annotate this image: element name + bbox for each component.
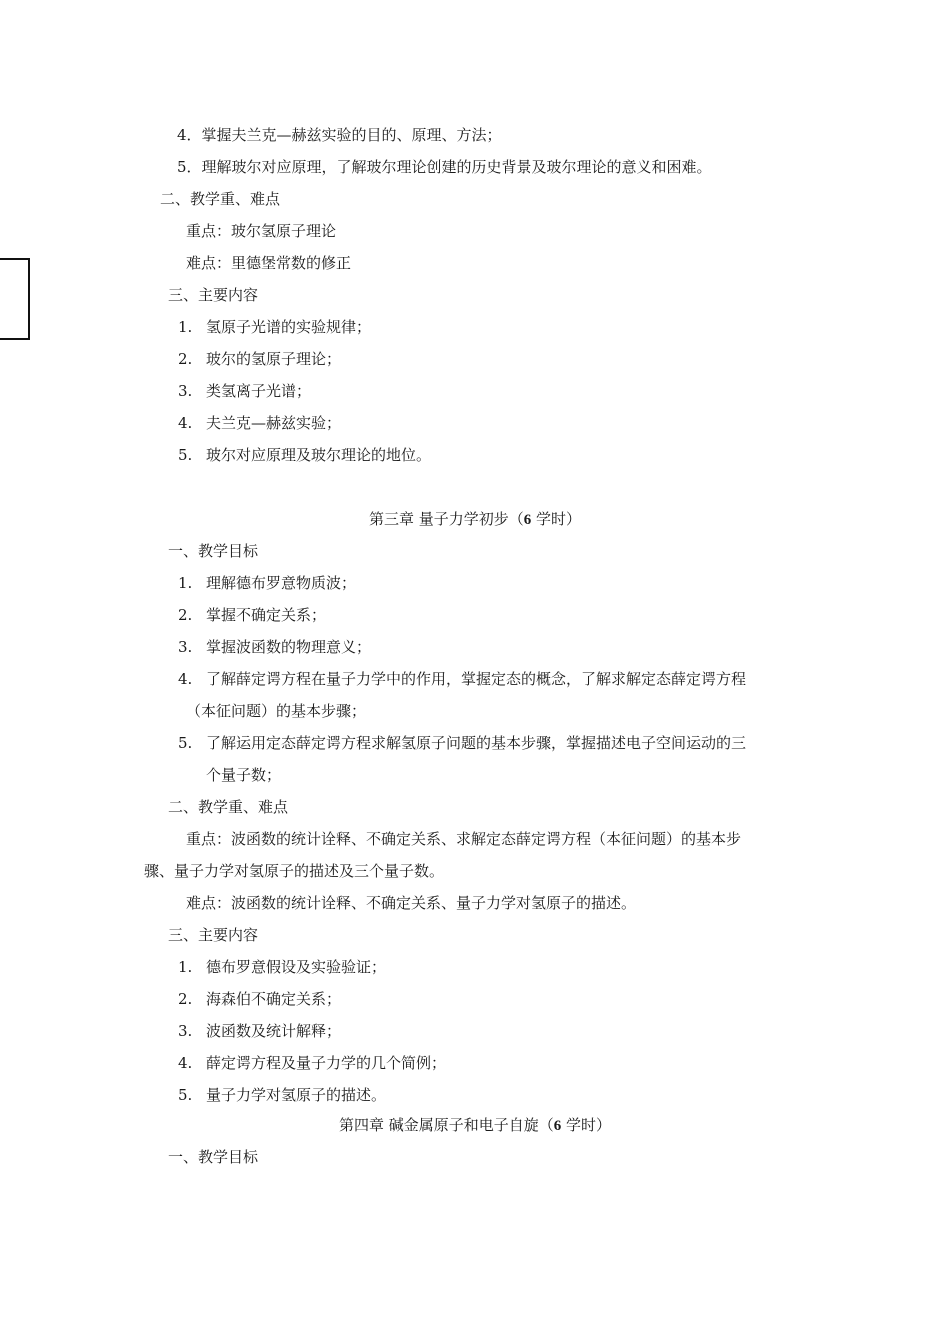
list-number: 1.: [178, 958, 193, 976]
ch2-difficulty: 难点：里德堡常数的修正: [186, 254, 352, 272]
ch2-goal-5: [177, 157, 712, 177]
list-item: 夫兰克—赫兹实验；: [206, 414, 342, 432]
ch2-goal-4: [177, 125, 502, 145]
ch3-key-point-line-2: 骤、量子力学对氢原子的描述及三个量子数。: [144, 862, 445, 880]
list-item: 玻尔对应原理及玻尔理论的地位。: [206, 446, 432, 464]
list-item: 理解德布罗意物质波；: [206, 574, 357, 592]
list-item: 德布罗意假设及实验验证；: [206, 958, 387, 976]
ch3-key-heading: 二、教学重、难点: [168, 798, 289, 816]
title-text: 第三章 量子力学初步（: [368, 510, 524, 528]
margin-box: [0, 258, 30, 340]
list-number: 5.: [178, 1086, 193, 1104]
list-item-continuation: （本征问题）的基本步骤；: [186, 702, 367, 720]
list-number: 4．: [177, 126, 202, 144]
ch2-key-heading: 二、教学重、难点: [160, 190, 281, 208]
ch2-key-point: 重点：玻尔氢原子理论: [186, 222, 337, 240]
ch3-key-point-line-1: 重点：波函数的统计诠释、不确定关系、求解定态薛定谔方程（本征问题）的基本步: [186, 830, 742, 848]
list-item: 掌握不确定关系；: [206, 606, 327, 624]
list-text: 理解玻尔对应原理，了解玻尔理论创建的历史背景及玻尔理论的意义和困难。: [201, 158, 712, 176]
list-item: 了解运用定态薛定谔方程求解氢原子问题的基本步骤，掌握描述电子空间运动的三: [206, 734, 747, 752]
list-item: 氢原子光谱的实验规律；: [206, 318, 372, 336]
ch2-content-heading: 三、主要内容: [168, 286, 259, 304]
list-item: 玻尔的氢原子理论；: [206, 350, 342, 368]
ch3-difficulty: 难点：波函数的统计诠释、不确定关系、量子力学对氢原子的描述。: [186, 894, 637, 912]
list-item: 类氢离子光谱；: [206, 382, 312, 400]
list-number: 4.: [178, 414, 193, 432]
list-item: 波函数及统计解释；: [206, 1022, 342, 1040]
list-number: 2.: [178, 990, 193, 1008]
ch4-goals-heading: 一、教学目标: [168, 1148, 259, 1166]
list-number: 4.: [178, 1054, 193, 1072]
title-text: 第四章 碱金属原子和电子自旋（: [338, 1116, 554, 1134]
ch3-goals-heading: 一、教学目标: [168, 542, 259, 560]
title-suffix: 学时）: [561, 1116, 612, 1134]
list-text: 掌握夫兰克—赫兹实验的目的、原理、方法；: [201, 126, 502, 144]
list-number: 5.: [178, 734, 193, 752]
title-hours: 6: [523, 512, 532, 528]
list-item: 海森伯不确定关系；: [206, 990, 342, 1008]
title-suffix: 学时）: [531, 510, 582, 528]
list-number: 3.: [178, 382, 193, 400]
list-number: 2.: [178, 350, 193, 368]
ch3-content-heading: 三、主要内容: [168, 926, 259, 944]
list-number: 5.: [178, 446, 193, 464]
title-hours: 6: [553, 1118, 562, 1134]
list-number: 3.: [178, 1022, 193, 1040]
chapter-4-title: [0, 1115, 950, 1136]
list-item: 薛定谔方程及量子力学的几个简例；: [206, 1054, 447, 1072]
list-number: 3.: [178, 638, 193, 656]
list-number: 4.: [178, 670, 193, 688]
list-item-continuation: 个量子数；: [206, 766, 282, 784]
chapter-3-title: [0, 509, 950, 530]
list-number: 1.: [178, 318, 193, 336]
list-item: 了解薛定谔方程在量子力学中的作用，掌握定态的概念，了解求解定态薛定谔方程: [206, 670, 747, 688]
list-item: 掌握波函数的物理意义；: [206, 638, 372, 656]
list-number: 1.: [178, 574, 193, 592]
list-number: 5．: [177, 158, 202, 176]
list-number: 2.: [178, 606, 193, 624]
list-item: 量子力学对氢原子的描述。: [206, 1086, 387, 1104]
